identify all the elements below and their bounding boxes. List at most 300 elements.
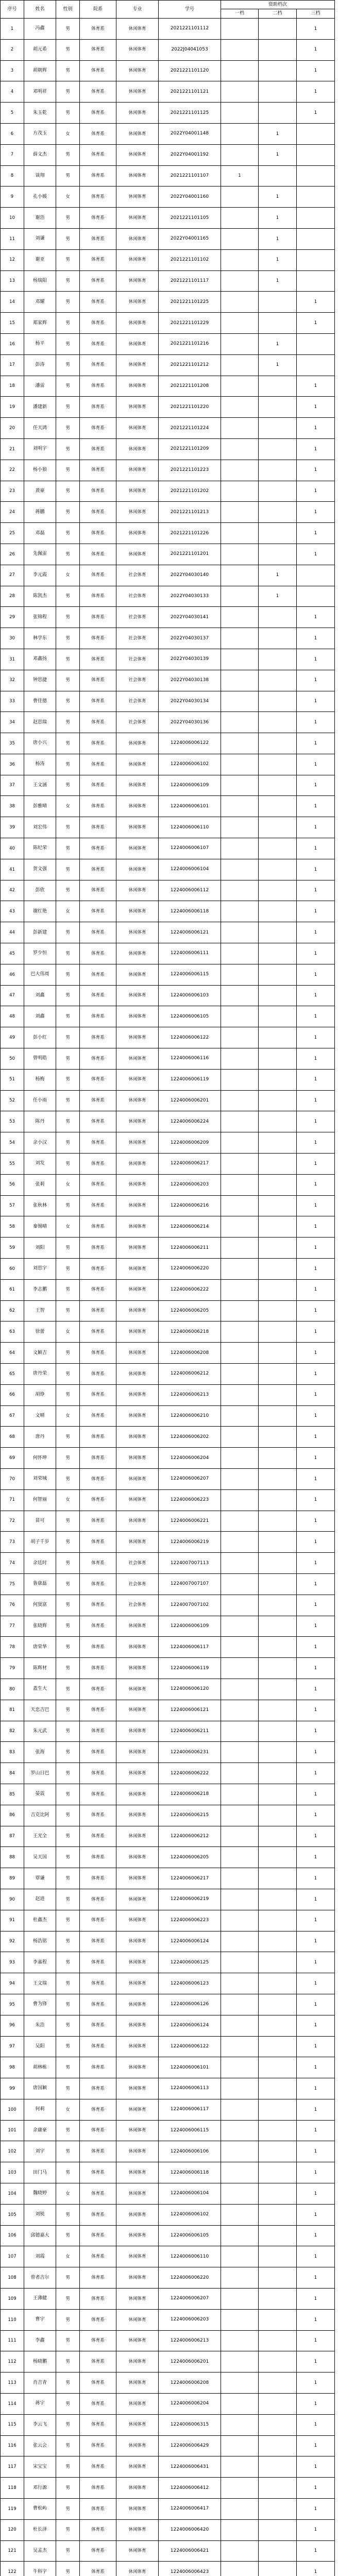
cell-department: 体育系 — [80, 1090, 116, 1111]
cell-major: 休闲体育 — [116, 1889, 159, 1910]
cell-major: 休闲体育 — [116, 1154, 159, 1175]
cell-index: 45 — [1, 943, 24, 964]
cell-department: 体育系 — [80, 1195, 116, 1216]
cell-major: 休闲体育 — [116, 2267, 159, 2289]
cell-grade-2 — [259, 943, 297, 964]
cell-department: 体育系 — [80, 2351, 116, 2372]
cell-grade-2 — [259, 1132, 297, 1154]
cell-grade-3: 1 — [297, 2141, 335, 2162]
table-row — [1, 2414, 335, 2435]
cell-grade-3: 1 — [297, 544, 335, 565]
table-row — [1, 228, 335, 249]
cell-grade-2 — [259, 1721, 297, 1742]
table-row — [1, 1090, 335, 1111]
cell-name: 苗可 — [24, 1511, 56, 1532]
cell-department: 体育系 — [80, 670, 116, 691]
cell-department: 体育系 — [80, 1679, 116, 1700]
cell-grade-1 — [221, 1553, 259, 1574]
cell-grade-2 — [259, 1511, 297, 1532]
cell-gender: 男 — [56, 1805, 80, 1826]
table-row — [1, 859, 335, 880]
table-row — [1, 1616, 335, 1637]
cell-grade-2 — [259, 1826, 297, 1847]
cell-gender: 男 — [56, 670, 80, 691]
cell-grade-3: 1 — [297, 796, 335, 817]
cell-department: 体育系 — [80, 228, 116, 249]
cell-major: 休闲体育 — [116, 123, 159, 144]
cell-index: 106 — [1, 2225, 24, 2246]
cell-department: 体育系 — [80, 607, 116, 628]
table-row — [1, 544, 335, 565]
cell-grade-1 — [221, 1427, 259, 1448]
cell-index: 77 — [1, 1616, 24, 1637]
cell-grade-3: 1 — [297, 418, 335, 439]
cell-index: 35 — [1, 733, 24, 754]
cell-major: 休闲体育 — [116, 2162, 159, 2183]
cell-student-id: 1224006006122 — [159, 733, 221, 754]
cell-student-id: 1224006006219 — [159, 1532, 221, 1553]
cell-name: 秦锡晴 — [24, 1216, 56, 1238]
cell-index: 28 — [1, 586, 24, 607]
cell-name: 何莉 — [24, 2099, 56, 2120]
cell-grade-2 — [259, 1259, 297, 1280]
cell-student-id: 2021221101212 — [159, 354, 221, 376]
cell-major: 休闲体育 — [116, 1468, 159, 1489]
cell-department: 体育系 — [80, 2204, 116, 2225]
cell-department: 体育系 — [80, 270, 116, 292]
cell-name: 胡元希 — [24, 39, 56, 60]
cell-major: 休闲体育 — [116, 2057, 159, 2078]
cell-department: 体育系 — [80, 796, 116, 817]
cell-index: 65 — [1, 1364, 24, 1385]
cell-gender: 男 — [56, 81, 80, 103]
table-row — [1, 418, 335, 439]
cell-gender: 男 — [56, 523, 80, 544]
cell-gender: 男 — [56, 2036, 80, 2057]
cell-student-id: 1224006006213 — [159, 1384, 221, 1405]
cell-gender: 男 — [56, 418, 80, 439]
table-row — [1, 817, 335, 838]
cell-student-id: 2021221101105 — [159, 208, 221, 229]
cell-index: 117 — [1, 2456, 24, 2478]
cell-major: 社会体育 — [116, 628, 159, 649]
cell-student-id: 2021221101208 — [159, 376, 221, 397]
cell-grade-3: 1 — [297, 1154, 335, 1175]
cell-name: 吴天国 — [24, 1847, 56, 1868]
cell-index: 52 — [1, 1090, 24, 1111]
cell-grade-3 — [297, 270, 335, 292]
cell-grade-2 — [259, 2394, 297, 2415]
cell-department: 体育系 — [80, 586, 116, 607]
cell-major: 休闲体育 — [116, 1364, 159, 1385]
cell-grade-2 — [259, 1553, 297, 1574]
cell-gender: 男 — [56, 1847, 80, 1868]
cell-grade-1 — [221, 270, 259, 292]
cell-grade-3: 1 — [297, 1364, 335, 1385]
cell-grade-3: 1 — [297, 2036, 335, 2057]
cell-major: 休闲体育 — [116, 2036, 159, 2057]
cell-grade-1 — [221, 2435, 259, 2456]
cell-index: 63 — [1, 1321, 24, 1343]
cell-index: 37 — [1, 775, 24, 796]
cell-grade-3: 1 — [297, 1468, 335, 1489]
cell-grade-2 — [259, 292, 297, 313]
cell-grade-1 — [221, 922, 259, 943]
cell-grade-2 — [259, 523, 297, 544]
cell-gender: 女 — [56, 901, 80, 922]
cell-grade-2 — [259, 2099, 297, 2120]
cell-grade-2 — [259, 544, 297, 565]
cell-grade-1 — [221, 2289, 259, 2310]
cell-major: 休闲体育 — [116, 922, 159, 943]
cell-name: 彭小红 — [24, 1027, 56, 1048]
cell-name: 王薄健 — [24, 2289, 56, 2310]
cell-student-id: 2021221101107 — [159, 165, 221, 187]
cell-student-id: 1224006006115 — [159, 964, 221, 985]
table-row — [1, 586, 335, 607]
cell-grade-3: 1 — [297, 2519, 335, 2540]
table-row — [1, 502, 335, 523]
cell-student-id: 2022Y04030138 — [159, 670, 221, 691]
cell-gender: 男 — [56, 1826, 80, 1847]
table-row — [1, 1259, 335, 1280]
cell-gender: 男 — [56, 2120, 80, 2141]
cell-index: 4 — [1, 81, 24, 103]
cell-index: 103 — [1, 2162, 24, 2183]
cell-index: 70 — [1, 1468, 24, 1489]
cell-department: 体育系 — [80, 859, 116, 880]
cell-name: 何怀坤 — [24, 1448, 56, 1469]
cell-grade-2 — [259, 1952, 297, 1973]
cell-index: 99 — [1, 2078, 24, 2099]
cell-name: 李云飞 — [24, 2414, 56, 2435]
cell-major: 休闲体育 — [116, 964, 159, 985]
cell-grade-1 — [221, 628, 259, 649]
cell-department: 体育系 — [80, 1027, 116, 1048]
table-row — [1, 2204, 335, 2225]
cell-grade-3: 1 — [297, 754, 335, 775]
cell-grade-3: 1 — [297, 1616, 335, 1637]
cell-grade-1 — [221, 81, 259, 103]
cell-name: 王光全 — [24, 1826, 56, 1847]
table-row — [1, 880, 335, 901]
cell-gender: 男 — [56, 1006, 80, 1027]
cell-grade-2 — [259, 1069, 297, 1090]
cell-grade-1 — [221, 2183, 259, 2205]
table-row — [1, 481, 335, 502]
cell-department: 体育系 — [80, 1826, 116, 1847]
cell-grade-3: 1 — [297, 313, 335, 334]
cell-gender: 男 — [56, 754, 80, 775]
cell-grade-3: 1 — [297, 2562, 335, 2576]
cell-grade-3: 1 — [297, 2120, 335, 2141]
cell-index: 56 — [1, 1174, 24, 1195]
cell-department: 体育系 — [80, 1069, 116, 1090]
table-row — [1, 1321, 335, 1343]
cell-grade-2 — [259, 2246, 297, 2267]
cell-index: 16 — [1, 333, 24, 354]
cell-major: 休闲体育 — [116, 1994, 159, 2015]
cell-department: 体育系 — [80, 1532, 116, 1553]
cell-student-id: 1224006006231 — [159, 1742, 221, 1763]
cell-student-id: 1224006006210 — [159, 1405, 221, 1427]
cell-index: 81 — [1, 1700, 24, 1721]
cell-name: 牛科宇 — [24, 2562, 56, 2576]
cell-major: 休闲体育 — [116, 1069, 159, 1090]
cell-grade-1 — [221, 438, 259, 460]
cell-grade-3 — [297, 123, 335, 144]
cell-index: 19 — [1, 397, 24, 418]
table-row — [1, 187, 335, 208]
cell-major: 休闲体育 — [116, 523, 159, 544]
cell-major: 休闲体育 — [116, 544, 159, 565]
cell-grade-2 — [259, 376, 297, 397]
cell-student-id: 1224006006102 — [159, 2204, 221, 2225]
cell-grade-1 — [221, 544, 259, 565]
cell-major: 休闲体育 — [116, 292, 159, 313]
cell-student-id: 1224006006123 — [159, 1973, 221, 1994]
cell-student-id: 2022Y04030134 — [159, 691, 221, 712]
table-row — [1, 103, 335, 124]
cell-grade-3 — [297, 565, 335, 586]
cell-name: 朱浩 — [24, 2015, 56, 2036]
cell-department: 体育系 — [80, 775, 116, 796]
table-row — [1, 81, 335, 103]
cell-grade-2 — [259, 2499, 297, 2520]
cell-grade-1 — [221, 1195, 259, 1216]
cell-grade-3: 1 — [297, 901, 335, 922]
cell-grade-1 — [221, 354, 259, 376]
cell-index: 30 — [1, 628, 24, 649]
cell-gender: 男 — [56, 165, 80, 187]
cell-index: 112 — [1, 2351, 24, 2372]
cell-grade-2 — [259, 418, 297, 439]
cell-grade-1 — [221, 1364, 259, 1385]
cell-major: 休闲体育 — [116, 796, 159, 817]
cell-department: 体育系 — [80, 1259, 116, 1280]
cell-grade-1 — [221, 2099, 259, 2120]
cell-student-id: 1224006006109 — [159, 1616, 221, 1637]
table-row — [1, 2015, 335, 2036]
cell-major: 休闲体育 — [116, 1448, 159, 1469]
cell-index: 102 — [1, 2141, 24, 2162]
cell-student-id: 1224006006431 — [159, 2456, 221, 2478]
cell-grade-1 — [221, 838, 259, 859]
cell-major: 休闲体育 — [116, 1700, 159, 1721]
cell-name: 刘鑫 — [24, 985, 56, 1006]
cell-grade-3: 1 — [297, 292, 335, 313]
table-body — [1, 19, 335, 2576]
cell-grade-3: 1 — [297, 670, 335, 691]
cell-name: 冯鑫 — [24, 19, 56, 40]
table-row — [1, 1742, 335, 1763]
cell-department: 体育系 — [80, 2099, 116, 2120]
cell-major: 休闲体育 — [116, 2351, 159, 2372]
cell-index: 121 — [1, 2540, 24, 2562]
cell-grade-2 — [259, 2330, 297, 2351]
cell-grade-2 — [259, 1700, 297, 1721]
cell-department: 体育系 — [80, 376, 116, 397]
cell-index: 75 — [1, 1573, 24, 1595]
cell-grade-3: 1 — [297, 712, 335, 733]
cell-major: 休闲体育 — [116, 1658, 159, 1679]
cell-gender: 男 — [56, 1532, 80, 1553]
cell-name: 杨瑞阳 — [24, 270, 56, 292]
cell-major: 休闲体育 — [116, 1511, 159, 1532]
cell-major: 休闲体育 — [116, 1721, 159, 1742]
cell-grade-1 — [221, 1721, 259, 1742]
table-row — [1, 2456, 335, 2478]
cell-grade-2: 1 — [259, 228, 297, 249]
table-row — [1, 39, 335, 60]
cell-grade-1 — [221, 523, 259, 544]
cell-name: 李鑫 — [24, 2330, 56, 2351]
cell-grade-2 — [259, 1154, 297, 1175]
cell-major: 休闲体育 — [116, 333, 159, 354]
table-row — [1, 1300, 335, 1321]
cell-index: 20 — [1, 418, 24, 439]
cell-major: 休闲体育 — [116, 2246, 159, 2267]
cell-student-id: 1224006006118 — [159, 2162, 221, 2183]
cell-index: 38 — [1, 796, 24, 817]
cell-student-id: 1224006006223 — [159, 1489, 221, 1511]
cell-major: 休闲体育 — [116, 2519, 159, 2540]
cell-grade-3 — [297, 165, 335, 187]
cell-index: 61 — [1, 1279, 24, 1300]
cell-index: 69 — [1, 1448, 24, 1469]
cell-index: 71 — [1, 1489, 24, 1511]
cell-student-id: 2021221101117 — [159, 270, 221, 292]
cell-gender: 男 — [56, 1889, 80, 1910]
cell-index: 119 — [1, 2499, 24, 2520]
cell-department: 体育系 — [80, 1300, 116, 1321]
cell-name: 吴孟杰 — [24, 2540, 56, 2562]
cell-student-id: 1224006006222 — [159, 1763, 221, 1784]
cell-department: 体育系 — [80, 1805, 116, 1826]
cell-student-id: 1224006006203 — [159, 2309, 221, 2330]
cell-department: 体育系 — [80, 2456, 116, 2478]
cell-name: 何贤富 — [24, 1595, 56, 1616]
cell-student-id: 1224006006205 — [159, 1300, 221, 1321]
cell-department: 体育系 — [80, 649, 116, 670]
cell-gender: 男 — [56, 1742, 80, 1763]
cell-name: 胡铮 — [24, 1384, 56, 1405]
cell-major: 休闲体育 — [116, 1384, 159, 1405]
cell-department: 体育系 — [80, 922, 116, 943]
cell-major: 休闲体育 — [116, 1742, 159, 1763]
cell-major: 休闲体育 — [116, 1826, 159, 1847]
cell-index: 109 — [1, 2289, 24, 2310]
cell-student-id: 1224006006216 — [159, 1195, 221, 1216]
cell-grade-1 — [221, 19, 259, 40]
cell-grade-1 — [221, 481, 259, 502]
table-row — [1, 985, 335, 1006]
cell-major: 休闲体育 — [116, 418, 159, 439]
cell-department: 体育系 — [80, 1700, 116, 1721]
cell-gender: 男 — [56, 249, 80, 270]
cell-grade-3: 1 — [297, 481, 335, 502]
cell-student-id: 1224006006212 — [159, 1364, 221, 1385]
cell-grade-1 — [221, 607, 259, 628]
cell-grade-3: 1 — [297, 1384, 335, 1405]
cell-grade-1 — [221, 2540, 259, 2562]
cell-grade-3: 1 — [297, 1489, 335, 1511]
cell-grade-1 — [221, 1868, 259, 1889]
cell-name: 张晓辉 — [24, 1616, 56, 1637]
cell-name: 何智丽 — [24, 1489, 56, 1511]
cell-department: 体育系 — [80, 1784, 116, 1805]
cell-major: 休闲体育 — [116, 1111, 159, 1132]
cell-major: 休闲体育 — [116, 1195, 159, 1216]
cell-name: 李志鹏 — [24, 1279, 56, 1300]
cell-student-id: 2021221101120 — [159, 60, 221, 81]
cell-name: 李嘉程 — [24, 1952, 56, 1973]
cell-department: 体育系 — [80, 1238, 116, 1259]
table-row — [1, 1111, 335, 1132]
cell-major: 休闲体育 — [116, 81, 159, 103]
cell-name: 宋宝宝 — [24, 2456, 56, 2478]
cell-grade-2 — [259, 1931, 297, 1952]
cell-gender: 男 — [56, 1679, 80, 1700]
cell-major: 休闲体育 — [116, 60, 159, 81]
cell-grade-2 — [259, 1427, 297, 1448]
cell-index: 42 — [1, 880, 24, 901]
cell-grade-2 — [259, 859, 297, 880]
cell-gender: 男 — [56, 60, 80, 81]
cell-name: 余庸豪 — [24, 2120, 56, 2141]
cell-major: 休闲体育 — [116, 2141, 159, 2162]
cell-name: 刘宇 — [24, 2141, 56, 2162]
cell-grade-3: 1 — [297, 1784, 335, 1805]
table-row — [1, 2099, 335, 2120]
cell-grade-3: 1 — [297, 1889, 335, 1910]
cell-grade-3: 1 — [297, 691, 335, 712]
cell-grade-3: 1 — [297, 103, 335, 124]
cell-index: 10 — [1, 208, 24, 229]
cell-index: 58 — [1, 1216, 24, 1238]
cell-name: 王文涵 — [24, 775, 56, 796]
cell-name: 先佩雷 — [24, 544, 56, 565]
cell-department: 体育系 — [80, 1111, 116, 1132]
cell-name: 罗山日巴 — [24, 1763, 56, 1784]
cell-grade-3: 1 — [297, 2330, 335, 2351]
cell-major: 休闲体育 — [116, 1132, 159, 1154]
cell-grade-1 — [221, 460, 259, 481]
table-row — [1, 1154, 335, 1175]
table-row — [1, 1721, 335, 1742]
cell-index: 79 — [1, 1658, 24, 1679]
cell-index: 101 — [1, 2120, 24, 2141]
cell-grade-2 — [259, 817, 297, 838]
cell-grade-2 — [259, 2078, 297, 2099]
cell-index: 57 — [1, 1195, 24, 1216]
cell-grade-2: 1 — [259, 123, 297, 144]
cell-department: 体育系 — [80, 502, 116, 523]
cell-grade-3: 1 — [297, 1427, 335, 1448]
cell-department: 体育系 — [80, 1489, 116, 1511]
cell-major: 社会体育 — [116, 1553, 159, 1574]
cell-index: 5 — [1, 103, 24, 124]
cell-index: 47 — [1, 985, 24, 1006]
cell-name: 肖吉青 — [24, 2372, 56, 2394]
cell-grade-3: 1 — [297, 1090, 335, 1111]
cell-major: 休闲体育 — [116, 1006, 159, 1027]
cell-gender: 男 — [56, 1511, 80, 1532]
cell-index: 98 — [1, 2057, 24, 2078]
cell-grade-3: 1 — [297, 2351, 335, 2372]
cell-index: 115 — [1, 2414, 24, 2435]
cell-grade-1 — [221, 2267, 259, 2289]
